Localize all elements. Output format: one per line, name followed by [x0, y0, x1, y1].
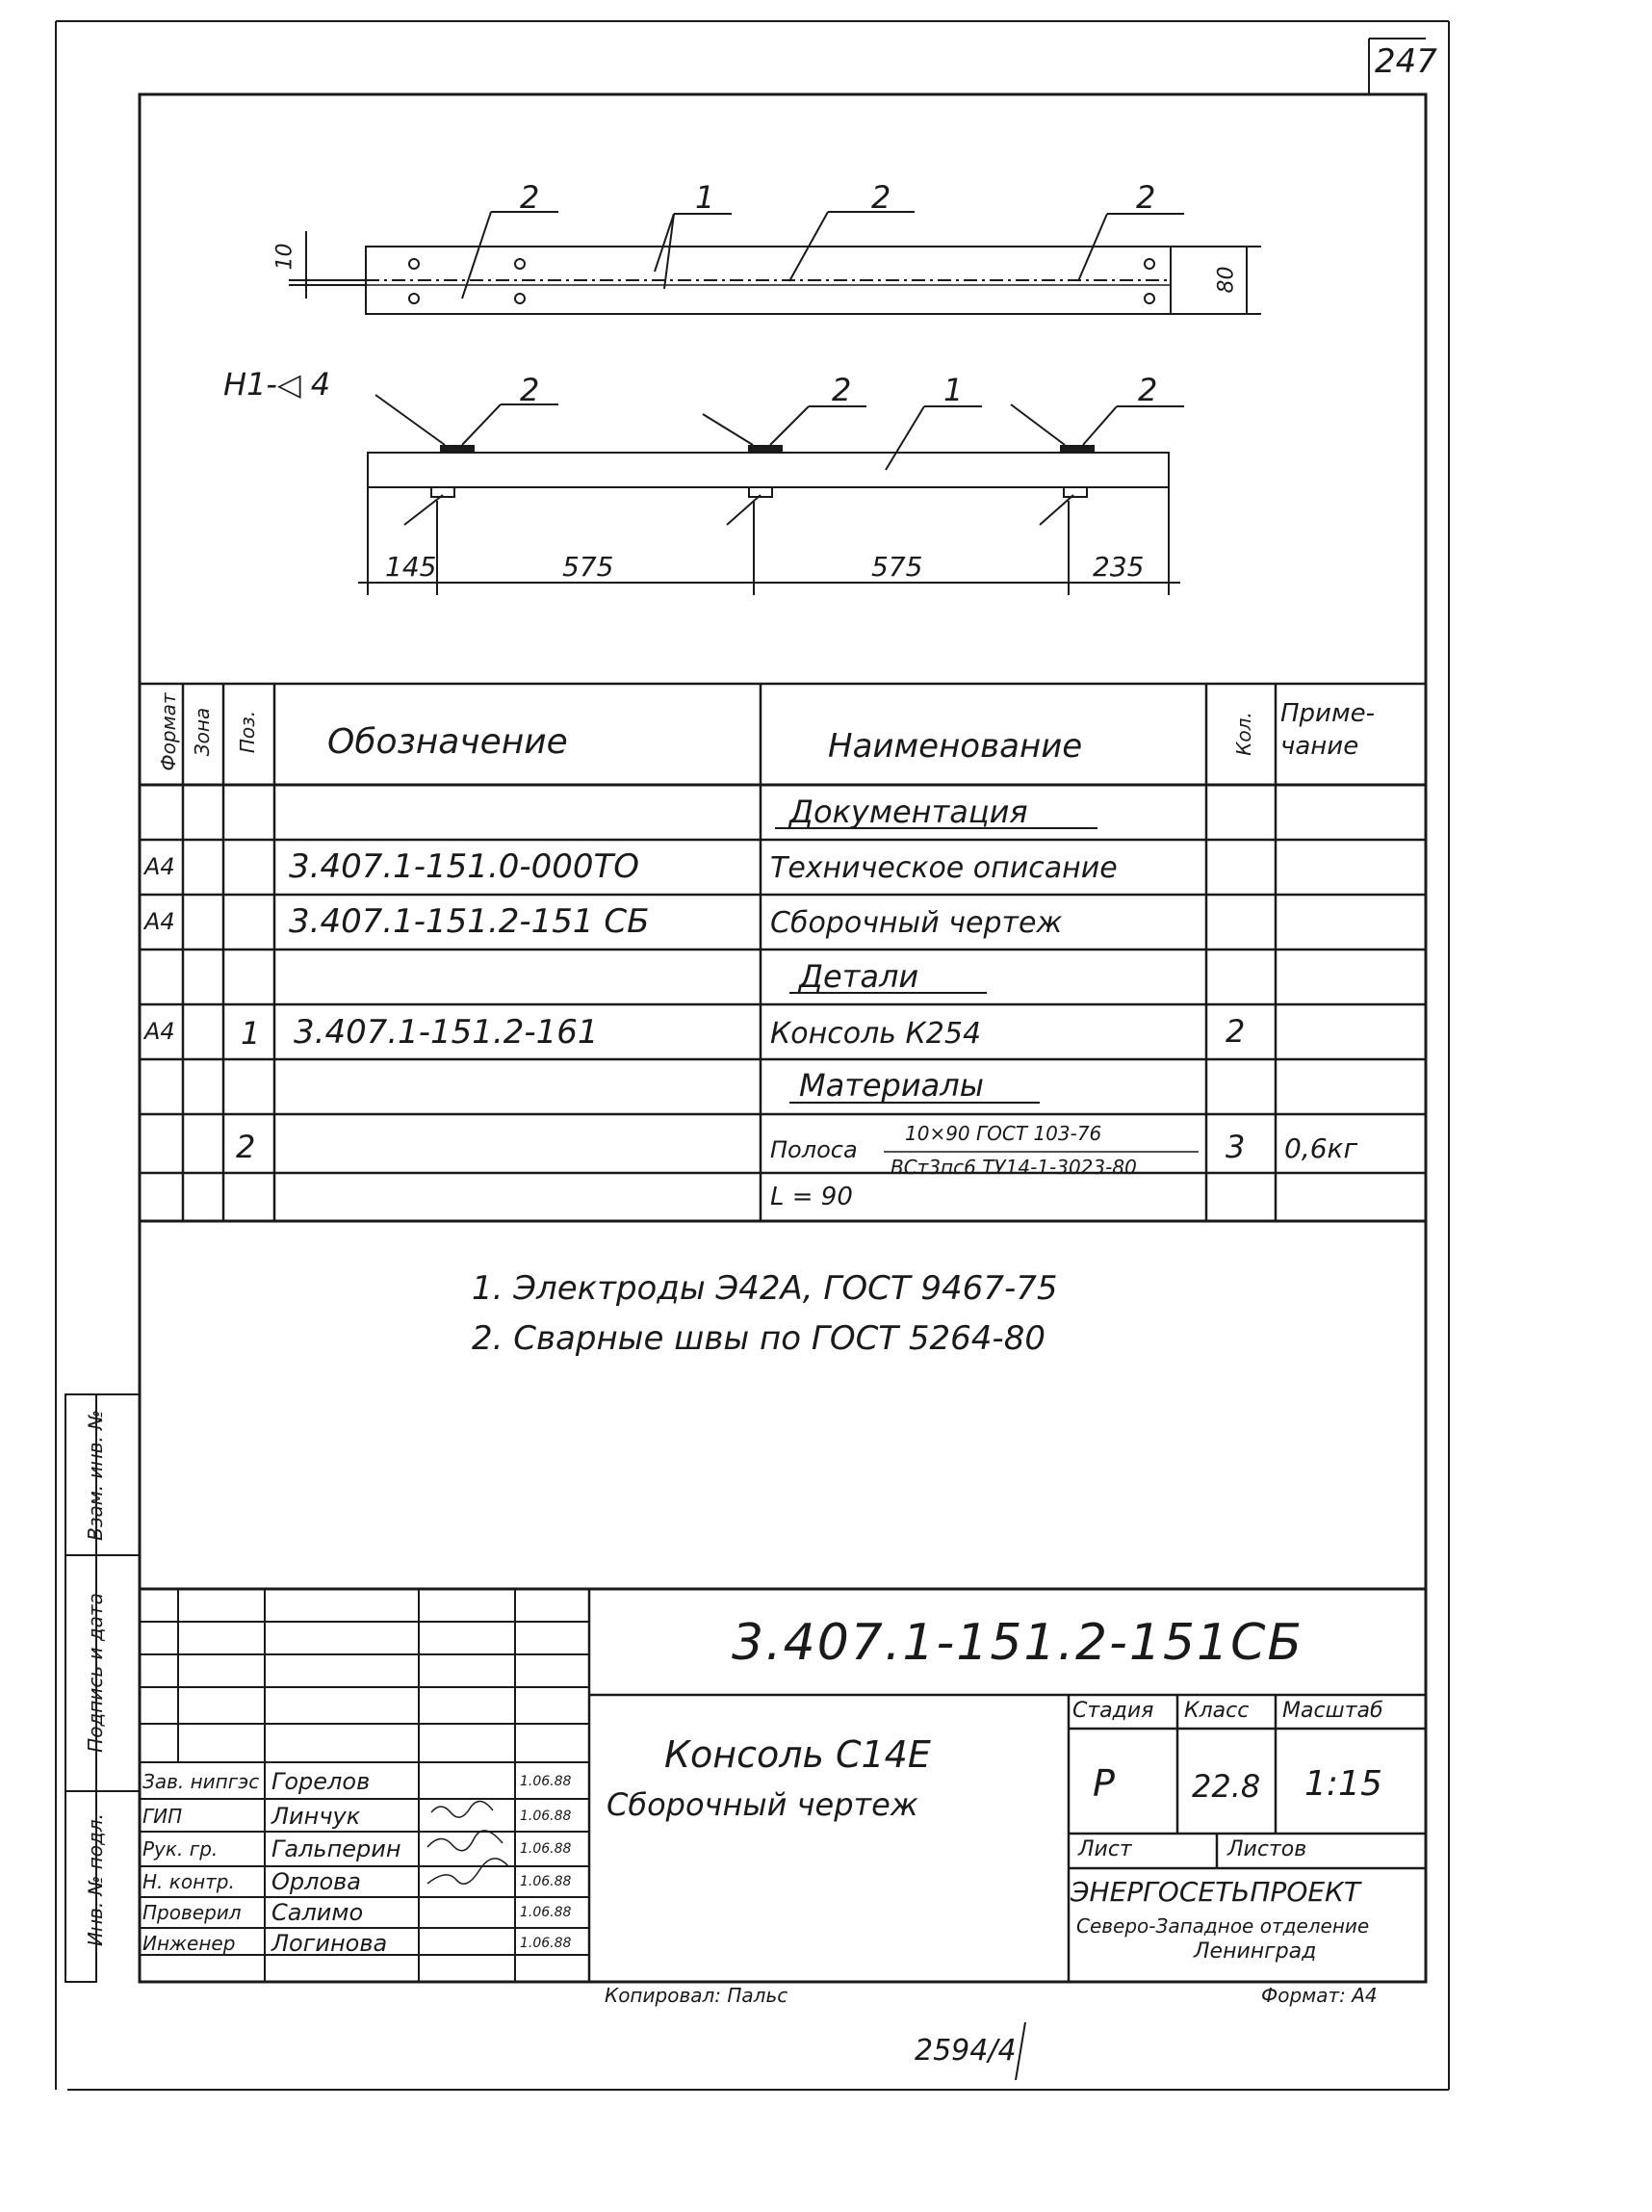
top-callout-1: 2 [520, 179, 540, 216]
stage-value: Р [1093, 1762, 1115, 1805]
side-stamp-sign: Подпись и дата [84, 1593, 107, 1753]
row5-pos: 1 [241, 1015, 261, 1052]
row3-designation: 3.407.1-151.2-151 СБ [289, 902, 650, 941]
row7-name: Полоса [770, 1136, 858, 1163]
side-callout-2: 2 [832, 372, 852, 408]
title-code: 3.407.1-151.2-151СБ [732, 1614, 1304, 1672]
row7-note: 0,6кг [1284, 1132, 1358, 1164]
material-spec-bottom: ВСт3пс6 ТУ14-1-3023-80 [891, 1156, 1137, 1179]
person-role-3: Рук. гр. [142, 1837, 219, 1861]
person-date-4: 1.06.88 [520, 1874, 572, 1889]
scale-label: Масштаб [1282, 1699, 1383, 1723]
person-name-1: Горелов [271, 1768, 371, 1795]
header-note: Приме-чание [1280, 699, 1375, 761]
row5-designation: 3.407.1-151.2-161 [294, 1013, 599, 1052]
class-value: 22.8 [1192, 1768, 1261, 1805]
stage-label: Стадия [1072, 1699, 1154, 1723]
row-materials: Материалы [799, 1067, 984, 1104]
row-details: Детали [799, 958, 919, 995]
header-format: Формат [157, 692, 180, 771]
side-callout-3: 1 [943, 372, 964, 408]
row-documentation: Документация [789, 794, 1028, 830]
person-role-2: ГИП [142, 1805, 183, 1828]
side-callout-4: 2 [1138, 372, 1158, 408]
sheet-label: Лист [1078, 1837, 1132, 1861]
person-date-3: 1.06.88 [520, 1841, 572, 1857]
person-role-6: Инженер [142, 1932, 236, 1955]
top-callout-2: 1 [695, 179, 715, 216]
class-label: Класс [1184, 1699, 1250, 1723]
person-date-2: 1.06.88 [520, 1809, 572, 1824]
person-date-6: 1.06.88 [520, 1936, 572, 1951]
row7-qty: 3 [1226, 1129, 1246, 1165]
org-name: ЭНЕРГОСЕТЬПРОЕКТ [1071, 1876, 1361, 1908]
scale-value: 1:15 [1304, 1764, 1382, 1804]
row5-format: А4 [144, 1018, 175, 1045]
header-designation: Обозначение [327, 722, 568, 762]
person-name-3: Гальперин [271, 1835, 401, 1862]
person-name-4: Орлова [271, 1868, 361, 1895]
header-qty: Кол. [1232, 712, 1255, 756]
note-2: 2. Сварные швы по ГОСТ 5264-80 [472, 1319, 1045, 1358]
header-zone: Зона [191, 707, 214, 757]
dim-width: 80 [1214, 266, 1239, 294]
sheets-label: Листов [1227, 1837, 1307, 1861]
org-dept: Северо-Западное отделение [1076, 1914, 1370, 1938]
title-name-2: Сборочный чертеж [607, 1786, 918, 1823]
weld-note: Н1-◁ 4 [223, 366, 331, 403]
sheet-number: 247 [1375, 42, 1437, 81]
person-role-1: Зав. нипгэс [142, 1770, 260, 1793]
top-callout-3: 2 [871, 179, 891, 216]
row2-designation: 3.407.1-151.0-000ТО [289, 847, 640, 886]
side-stamp-replace: Взам. инв. № [84, 1410, 107, 1541]
dim-235: 235 [1093, 551, 1145, 583]
material-length: L = 90 [770, 1183, 853, 1211]
header-name: Наименование [828, 727, 1083, 766]
note-1: 1. Электроды Э42А, ГОСТ 9467-75 [472, 1269, 1058, 1308]
person-name-5: Салимо [271, 1899, 364, 1926]
dim-145: 145 [385, 551, 437, 583]
row3-format: А4 [144, 908, 175, 935]
person-role-5: Проверил [142, 1901, 242, 1924]
person-role-4: Н. контр. [142, 1870, 235, 1893]
material-spec-top: 10×90 ГОСТ 103-76 [905, 1122, 1102, 1145]
row2-name: Техническое описание [770, 851, 1118, 885]
dim-575-a: 575 [562, 551, 614, 583]
side-callout-1: 2 [520, 372, 540, 408]
row3-name: Сборочный чертеж [770, 906, 1063, 940]
dim-thickness: 10 [272, 243, 297, 271]
person-date-5: 1.06.88 [520, 1905, 572, 1920]
row5-name: Консоль К254 [770, 1017, 982, 1051]
footer-format: Формат: А4 [1261, 1984, 1378, 2007]
side-stamp-inv: Инв. № подл. [84, 1813, 107, 1946]
row2-format: А4 [144, 853, 175, 880]
header-pos: Поз. [236, 710, 259, 754]
person-name-2: Линчук [271, 1803, 361, 1830]
title-name-1: Консоль С14Е [664, 1733, 931, 1776]
footer-copied: Копировал: Пальс [605, 1984, 788, 2007]
person-date-1: 1.06.88 [520, 1774, 572, 1789]
top-callout-4: 2 [1136, 179, 1156, 216]
org-city: Ленинград [1194, 1939, 1317, 1964]
row5-qty: 2 [1226, 1013, 1246, 1050]
row7-pos: 2 [236, 1129, 256, 1165]
dim-575-b: 575 [871, 551, 923, 583]
footer-stamp: 2594/4 [915, 2034, 1017, 2068]
person-name-6: Логинова [271, 1930, 388, 1957]
